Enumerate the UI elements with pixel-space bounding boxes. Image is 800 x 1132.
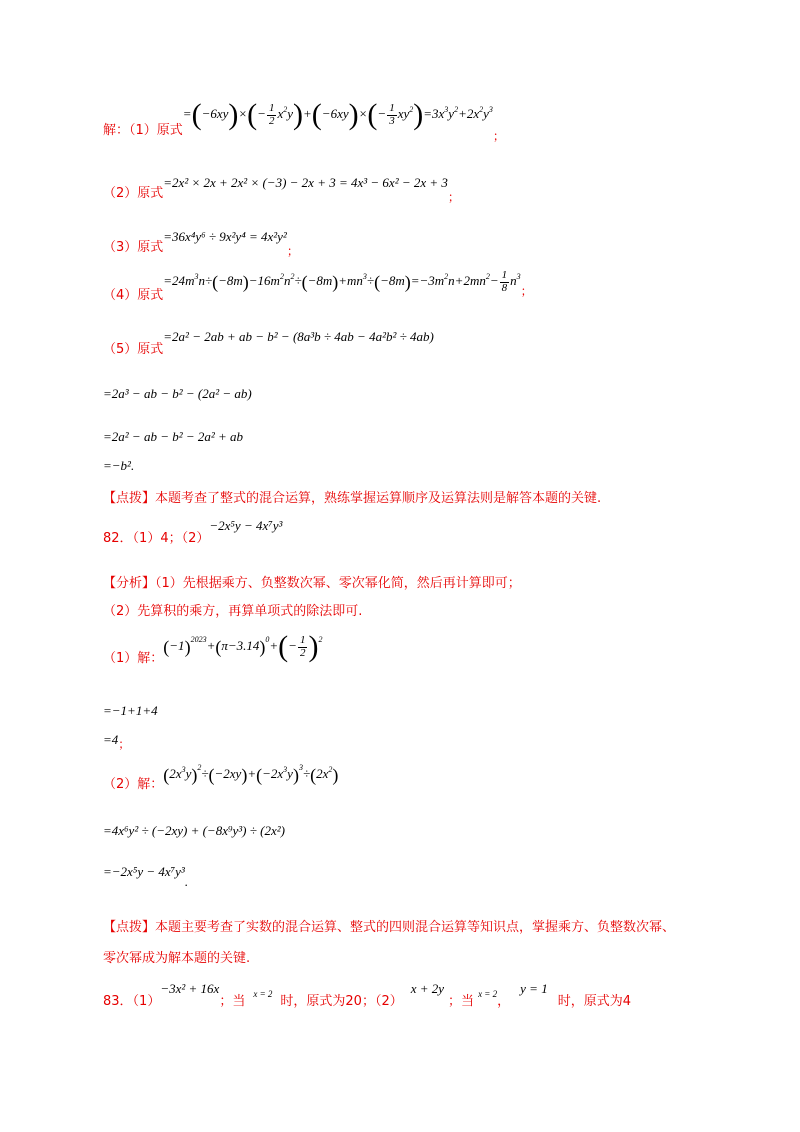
part3-label: （3）原式	[103, 240, 164, 255]
solution-part1	[103, 98, 505, 143]
part5-equation: =2a² − 2ab + ab − b² − (8a³b ÷ 4ab − 4a²b² ÷ 4ab)	[163, 329, 434, 344]
q82-line-4-expr: =−2x⁵y − 4x⁷y³	[103, 864, 185, 879]
period: .	[130, 458, 135, 473]
part3-equation: =36x⁴y⁶ ÷ 9x²y⁴ = 4x²y²	[163, 229, 287, 244]
semicolon: ；	[286, 244, 299, 258]
step-line-3-expr: =−b²	[103, 458, 131, 473]
part5-label: （5）原式	[103, 342, 164, 357]
solution-part3	[103, 226, 299, 258]
q83-answer	[103, 978, 631, 1009]
tip-1: 【点拨】本题考查了整式的混合运算，熟练掌握运算顺序及运算法则是解答本题的关键.	[103, 491, 602, 506]
part2-label: （2）原式	[103, 186, 164, 201]
q83-comma: ，	[497, 994, 511, 1009]
part4-equation: $=24m^3n\div(-8m)-16m^2n^2\div(-8m)+mn^3\div(-8m)=-3m^2n+2mn^2-$ $\frac{1}{8}$ $n^3$	[163, 269, 521, 294]
solution-part5	[103, 326, 434, 357]
q83-when-2: ；当	[448, 994, 475, 1009]
q82-line-1: =−1+1+4	[103, 703, 158, 718]
q83-when: ；当	[219, 994, 246, 1009]
q83-result-1: 时，原式为20；（2）	[280, 994, 403, 1009]
step-line-3	[103, 458, 134, 474]
q82-solution-1	[103, 630, 323, 666]
q82-line-4	[103, 864, 189, 889]
q83-result-2: 时，原式为4	[557, 994, 631, 1009]
q82-line-2	[103, 731, 131, 751]
semicolon: ；	[492, 128, 505, 143]
semicolon: ；	[447, 190, 460, 204]
semicolon: ；	[520, 284, 533, 299]
q82-solution-2	[103, 763, 339, 792]
q82-sol1-expr: $(-1)^{2023}+(\pi-3.14)^0+(-$ $\frac{1}{2}$ )$^2$	[163, 630, 323, 663]
q82-line-2-expr: =4	[103, 732, 119, 747]
q83-expr-2: x + 2y	[410, 981, 445, 996]
q82-sol2-label: （2）解：	[103, 777, 164, 792]
period: .	[184, 874, 189, 889]
part1-equation: =(−6xy)×(− $\frac{1}{2}$ $x^2y)+(-6xy)\times(-$ $\frac{1}{3}$ $xy^2)=3x^3y^2+2x^2y^3$	[182, 98, 493, 131]
q82-answer	[103, 515, 283, 546]
q83-expr-1: −3x² + 16x	[160, 981, 220, 996]
part1-label: 解：（1）原式	[103, 122, 183, 138]
part2-equation: =2x² × 2x + 2x² × (−3) − 2x + 3 = 4x³ − 6x² − 2x + 3	[163, 175, 448, 190]
q82-sol2-expr: $(2x^3y)^2\div(-2xy)+(-2x^3y)^3\div(2x^2)$	[163, 763, 339, 786]
tip-2-line-1: 【点拨】本题主要考查了实数的混合运算、整式的四则混合运算等知识点，掌握乘方、负整数次幂、	[103, 920, 676, 935]
part4-label: （4）原式	[103, 288, 164, 304]
q82-analysis-2: （2）先算积的乘方，再算单项式的除法即可.	[103, 604, 363, 619]
solution-part4	[103, 269, 533, 304]
q83-x-eq-2: x = 2	[253, 989, 273, 999]
semicolon: ；	[118, 737, 131, 751]
q82-line-3: =4x⁶y² ÷ (−2xy) + (−8x⁹y³) ÷ (2x²)	[103, 823, 285, 838]
q83-num: 83．（1）	[103, 994, 161, 1009]
solution-part2	[103, 172, 460, 204]
q82-head: 82．（1）4；（2）	[103, 531, 210, 546]
step-line-1: =2a³ − ab − b² − (2a² − ab)	[103, 386, 252, 401]
q82-answer-2: −2x⁵y − 4x⁷y³	[209, 518, 283, 533]
q82-analysis-1: 【分析】（1）先根据乘方、负整数次幂、零次幂化简，然后再计算即可；	[103, 576, 521, 591]
step-line-2: =2a² − ab − b² − 2a² + ab	[103, 429, 244, 444]
q82-sol1-label: （1）解：	[103, 650, 164, 666]
q83-x-eq-2b: x = 2	[478, 989, 498, 999]
q83-y-eq-1: y = 1	[520, 981, 548, 996]
tip-2-line-2: 零次幂成为解本题的关键.	[103, 951, 251, 966]
